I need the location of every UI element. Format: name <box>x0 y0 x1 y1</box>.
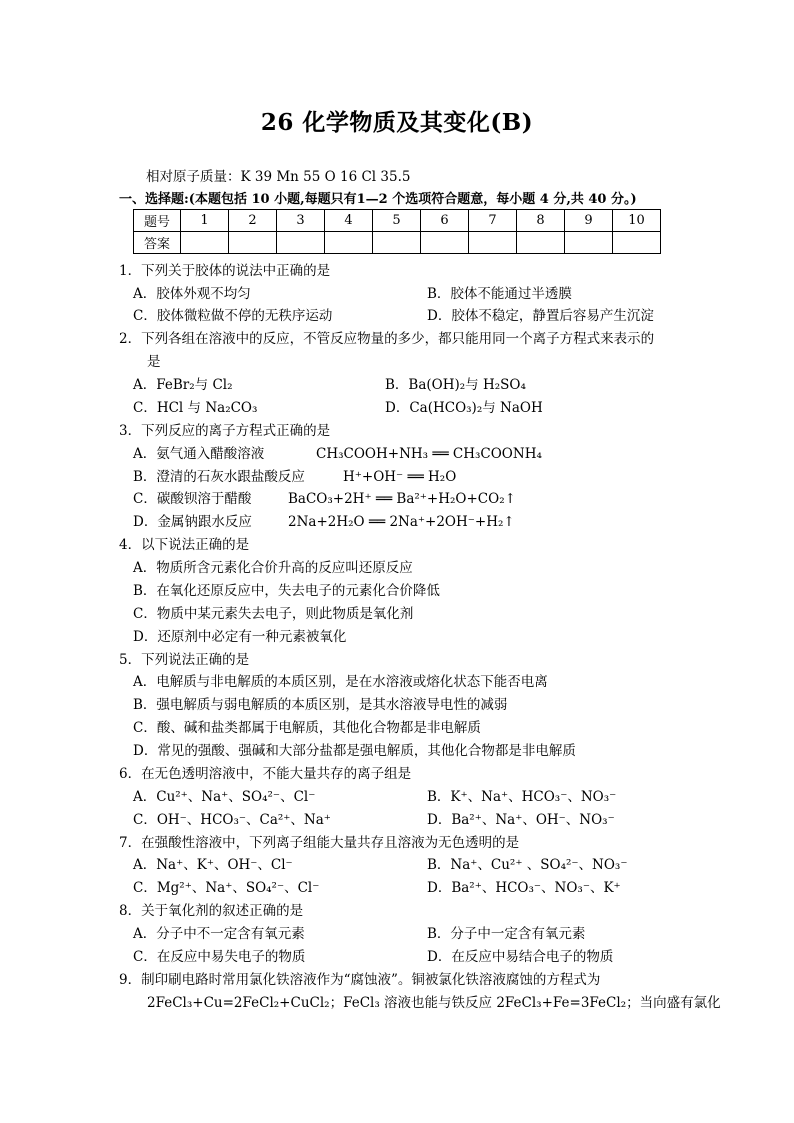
option-c: C．OH⁻、HCO₃⁻、Ca²⁺、Na⁺ <box>133 812 331 828</box>
option-d: D．Ba²⁺、HCO₃⁻、NO₃⁻、K⁺ <box>427 880 621 896</box>
option-b: B．澄清的石灰水跟盐酸反应 <box>133 469 305 485</box>
option-a: A．分子中不一定含有氧元素 <box>133 926 305 942</box>
question-stem: 5．下列说法正确的是 <box>119 652 250 668</box>
question-number-cell: 6 <box>421 210 469 232</box>
question-number-cell: 4 <box>325 210 373 232</box>
option-d: D．金属钠跟水反应 <box>133 514 252 530</box>
option-a: A．Na⁺、K⁺、OH⁻、Cl⁻ <box>133 857 293 873</box>
table-row <box>134 232 661 254</box>
option-b-equation: H⁺+OH⁻ ══ H₂O <box>343 469 457 485</box>
option-b: B．Na⁺、Cu²⁺ 、SO₄²⁻、NO₃⁻ <box>427 857 628 873</box>
option-c: C．胶体微粒做不停的无秩序运动 <box>133 308 333 324</box>
question-number-cell: 7 <box>469 210 517 232</box>
question-stem-continuation: 2FeCl₃+Cu=2FeCl₂+CuCl₂；FeCl₃ 溶液也能与铁反应 2FeCl₃+Fe=3FeCl₂；当向盛有氯化 <box>147 995 721 1011</box>
option-a-equation: CH₃COOH+NH₃ ══ CH₃COONH₄ <box>316 446 542 462</box>
question-stem: 7．在强酸性溶液中，下列离子组能大量共存且溶液为无色透明的是 <box>119 835 520 851</box>
answer-cell[interactable] <box>517 232 565 254</box>
answer-cell[interactable] <box>613 232 661 254</box>
atomic-masses: 相对原子质量：K 39 Mn 55 O 16 Cl 35.5 <box>146 169 411 185</box>
option-c-equation: BaCO₃+2H⁺ ══ Ba²⁺+H₂O+CO₂↑ <box>288 491 516 507</box>
answer-cell[interactable] <box>469 232 517 254</box>
option-c: C．Mg²⁺、Na⁺、SO₄²⁻、Cl⁻ <box>133 880 320 896</box>
question-number-cell: 9 <box>565 210 613 232</box>
option-b: B．在氧化还原反应中，失去电子的元素化合价降低 <box>133 583 440 599</box>
answer-cell[interactable] <box>277 232 325 254</box>
option-d: D．在反应中易结合电子的物质 <box>427 949 614 965</box>
option-c: C．在反应中易失电子的物质 <box>133 949 306 965</box>
answer-cell[interactable] <box>229 232 277 254</box>
option-d: D．Ba²⁺、Na⁺、OH⁻、NO₃⁻ <box>427 812 615 828</box>
option-a: A．电解质与非电解质的本质区别，是在水溶液或熔化状态下能否电离 <box>133 674 548 690</box>
option-a: A．物质所含元素化合价升高的反应叫还原反应 <box>133 560 413 576</box>
question-stem: 9．制印刷电路时常用氯化铁溶液作为“腐蚀液”。铜被氯化铁溶液腐蚀的方程式为 <box>119 972 601 988</box>
question-stem: 8．关于氧化剂的叙述正确的是 <box>119 903 304 919</box>
question-stem-continuation: 是 <box>147 354 161 370</box>
option-c: C．酸、碱和盐类都属于电解质，其他化合物都是非电解质 <box>133 720 481 736</box>
option-b: B．胶体不能通过半透膜 <box>427 286 572 302</box>
question-number-cell: 1 <box>181 210 229 232</box>
answer-cell[interactable] <box>373 232 421 254</box>
question-stem: 1．下列关于胶体的说法中正确的是 <box>119 263 331 279</box>
question-number-cell: 3 <box>277 210 325 232</box>
question-number-cell: 5 <box>373 210 421 232</box>
option-b: B．K⁺、Na⁺、HCO₃⁻、NO₃⁻ <box>427 789 617 805</box>
answer-cell[interactable] <box>421 232 469 254</box>
option-b: B．分子中一定含有氧元素 <box>427 926 586 942</box>
table-row <box>134 210 661 232</box>
table-header-cell: 答案 <box>134 232 181 254</box>
answer-cell[interactable] <box>181 232 229 254</box>
question-number-cell: 8 <box>517 210 565 232</box>
option-d: D．常见的强酸、强碱和大部分盐都是强电解质，其他化合物都是非电解质 <box>133 743 576 759</box>
option-c: C．物质中某元素失去电子，则此物质是氧化剂 <box>133 606 414 622</box>
answer-cell[interactable] <box>325 232 373 254</box>
option-b: B．强电解质与弱电解质的本质区别，是其水溶液导电性的减弱 <box>133 697 508 713</box>
page-title: 26 化学物质及其变化(B) <box>260 109 534 136</box>
option-a: A．Cu²⁺、Na⁺、SO₄²⁻、Cl⁻ <box>133 789 316 805</box>
question-stem: 6．在无色透明溶液中，不能大量共存的离子组是 <box>119 766 412 782</box>
option-d: D．胶体不稳定，静置后容易产生沉淀 <box>427 308 654 324</box>
question-stem: 3．下列反应的离子方程式正确的是 <box>119 423 331 439</box>
option-b: B．Ba(OH)₂与 H₂SO₄ <box>385 377 526 393</box>
answer-cell[interactable] <box>565 232 613 254</box>
question-stem: 2．下列各组在溶液中的反应，不管反应物量的多少，都只能用同一个离子方程式来表示的 <box>119 331 655 347</box>
answer-table <box>133 209 661 254</box>
option-c: C．碳酸钡溶于醋酸 <box>133 491 252 507</box>
question-number-cell: 10 <box>613 210 661 232</box>
option-a: A．胶体外观不均匀 <box>133 286 251 302</box>
option-d: D．Ca(HCO₃)₂与 NaOH <box>385 400 543 416</box>
section-header: 一、选择题:(本题包括 10 小题,每题只有1—2 个选项符合题意，每小题 4 分,共 40 分。) <box>119 192 637 207</box>
option-a: A．氨气通入醋酸溶液 <box>133 446 265 462</box>
table-header-cell: 题号 <box>134 210 181 232</box>
option-a: A．FeBr₂与 Cl₂ <box>133 377 233 393</box>
option-d: D．还原剂中必定有一种元素被氧化 <box>133 629 347 645</box>
question-number-cell: 2 <box>229 210 277 232</box>
option-d-equation: 2Na+2H₂O ══ 2Na⁺+2OH⁻+H₂↑ <box>288 514 515 530</box>
option-c: C．HCl 与 Na₂CO₃ <box>133 400 258 416</box>
question-stem: 4．以下说法正确的是 <box>119 537 250 553</box>
